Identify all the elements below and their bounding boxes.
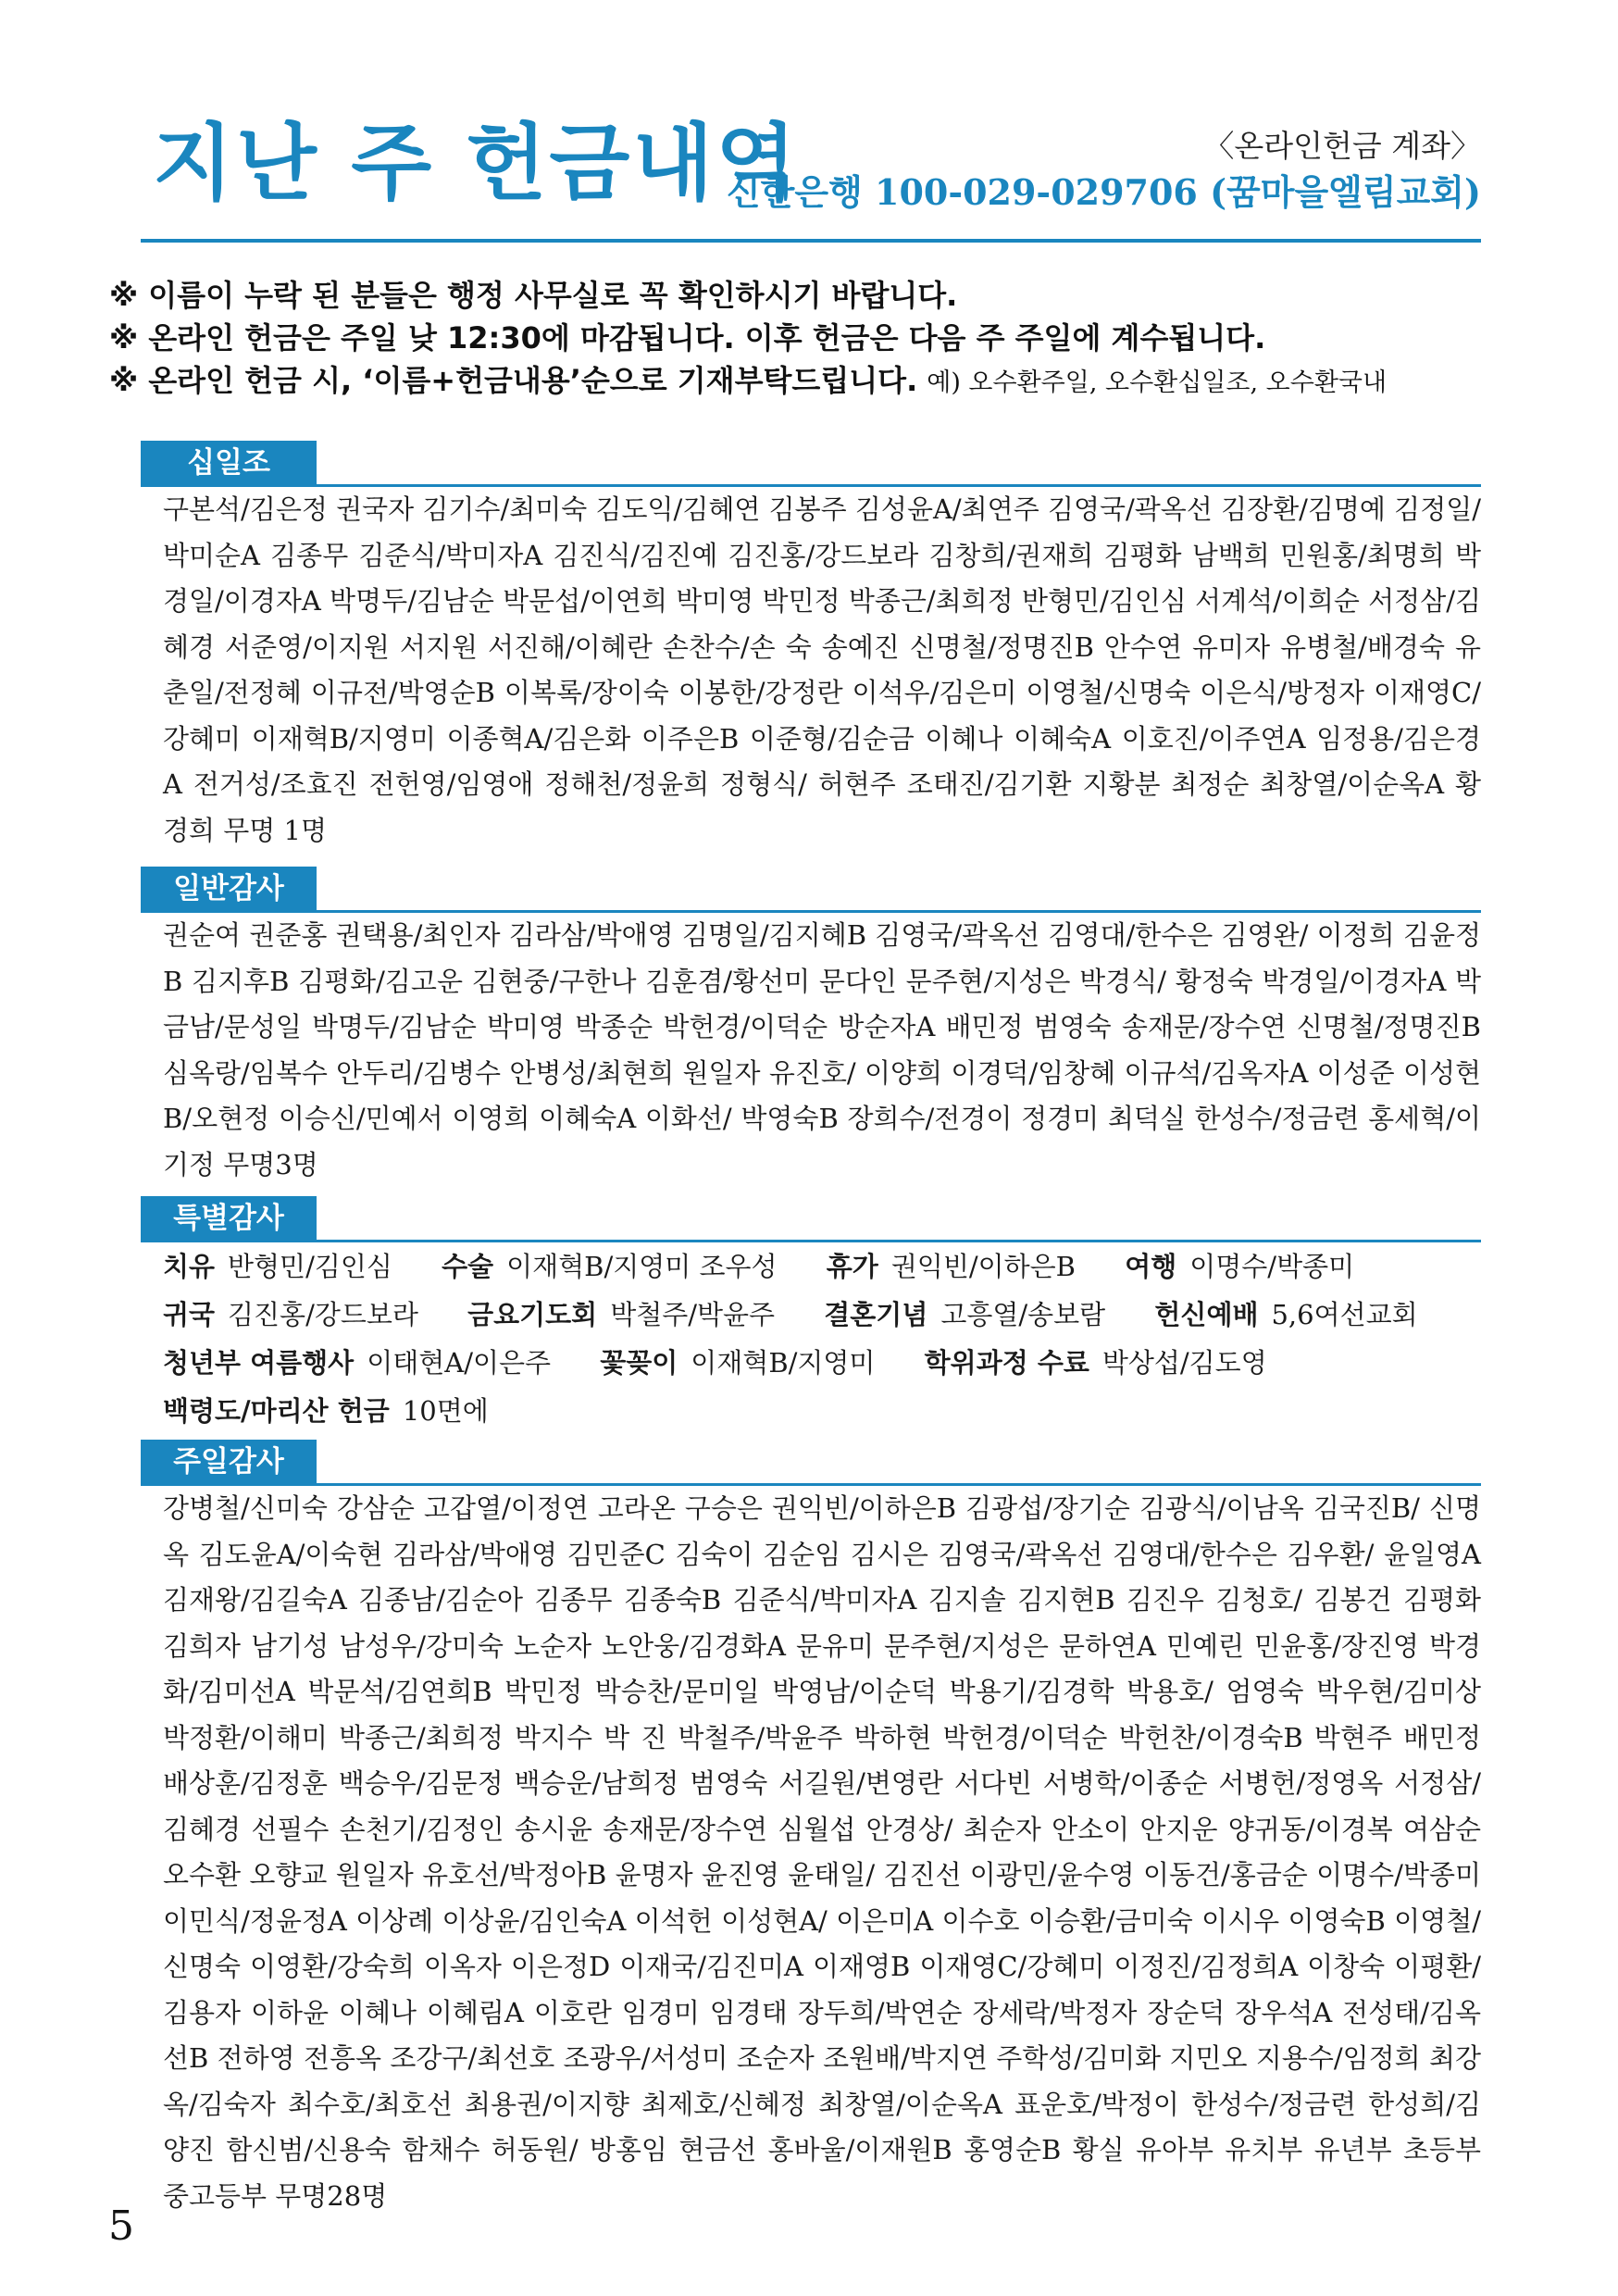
- section-title-tithe: 십일조: [141, 441, 317, 485]
- special-thanks-item: [1154, 1291, 1417, 1339]
- notice-item: ※ 온라인 헌금은 주일 낮 12:30에 마감됩니다. 이후 헌금은 다음 주 주일에 계수됩니다.: [109, 320, 1266, 356]
- tithe-names: 구본석/김은정 권국자 김기수/최미숙 김도익/김혜연 김봉주 김성윤A/최연주 김영국/곽옥선 김장환/김명예 김정일/박미순A 김종무 김준식/박미자A 김진식/김진예 김진홍/강드보라 김창희/권재희 김평화 남백희 민원홍/최명희 박경일/이경자A 박명두/김남순 박문섭/이연희 박미영 박민정 박종근/최희정 반형민/김인심 서계석/이희순 서정삼/김혜경 서준영/이지원 서지원 서진해/이혜란 손찬수/손 숙 송예진 신명철/정명진B 안수연 유미자 유병철/배경숙 유춘일/전정혜 이규전/박영순B 이복록/장이숙 이봉한/강정란 이석우/김은미 이영철/신명숙 이은식/방정자 이재영C/강혜미 이재혁B/지영미 이종혁A/김은화 이주은B 이준형/김순금 이혜나 이혜숙A 이호진/이주연A 임정용/김은경A 전거성/조효진 전헌영/임영애 정해천/정윤희 정형식/ 허현주 조태진/김기환 지황분 최정순 최창열/이순옥A 황경희 무명 1명: [163, 493, 1481, 846]
- special-thanks-category: 결혼기념: [824, 1299, 928, 1330]
- special-thanks-names: 고흥열/송보람: [940, 1299, 1106, 1330]
- sunday-thanks-names: 강병철/신미숙 강삼순 고갑열/이정연 고라온 구승은 권익빈/이하은B 김광섭/장기순 김광식/이남옥 김국진B/ 신명옥 김도윤A/이숙현 김라삼/박애영 김민준C 김숙이 김순임 김시은 김영국/곽옥선 김영대/한수은 김우환/ 윤일영A 김재왕/김길숙A 김종남/김순아 김종무 김종숙B 김준식/박미자A 김지솔 김지현B 김진우 김청호/ 김봉건 김평화 김희자 남기성 남성우/강미숙 노순자 노안웅/김경화A 문유미 문주현/지성은 문하연A 민예린 민윤홍/장진영 박경화/김미선A 박문석/김연희B 박민정 박승찬/문미일 박영남/이순덕 박용기/김경학 박용호/ 엄영숙 박우현/김미상 박정환/이해미 박종근/최희정 박지수 박 진 박철주/박윤주 박하현 박헌경/이덕순 박헌찬/이경숙B 박현주 배민정 배상훈/김정훈 백승우/김문정 백승운/남희정 범영숙 서길원/변영란 서다빈 서병학/이종순 서병헌/정영옥 서정삼/김혜경 선필수 손천기/김정인 송시윤 송재문/장수연 심월섭 안경상/ 최순자 안소이 안지운 양귀동/이경복 여삼순 오수환 오향교 원일자 유호선/박정아B 윤명자 윤진영 윤태일/ 김진선 이광민/윤수영 이동건/홍금순 이명수/박종미 이민식/정윤정A 이상례 이상윤/김인숙A 이석헌 이성현A/ 이은미A 이수호 이승환/금미숙 이시우 이영숙B 이영철/신명숙 이영환/강숙희 이옥자 이은정D 이재국/김진미A 이재영B 이재영C/강혜미 이정진/김정희A 이창숙 이평환/김용자 이하윤 이혜나 이혜림A 이호란 임경미 임경태 장두희/박연순 장세락/박정자 장순덕 장우석A 전성태/김옥선B 전하영 전흥옥 조강구/최선호 조광우/서성미 조순자 조원배/박지연 주학성/김미화 지민오 지용수/임정희 최강옥/김숙자 최수호/최호선 최용권/이지향 최제호/신혜정 최창열/이순옥A 표운호/박정이 한성수/정금련 한성희/김양진 함신범/신용숙 함채수 허동원/ 방홍임 현금선 홍바울/이재원B 홍영순B 황실 유아부 유치부 유년부 초등부 중고등부 무명28명: [163, 1492, 1481, 2212]
- special-thanks-names: 박철주/박윤주: [610, 1299, 776, 1330]
- special-thanks-names: 5,6여선교회: [1271, 1299, 1418, 1330]
- section-tithe: [141, 441, 1481, 854]
- special-thanks-category: 수술: [442, 1251, 494, 1282]
- special-thanks-item: [925, 1339, 1267, 1387]
- special-thanks-item: [163, 1242, 392, 1291]
- notice-example: 예) 오수환주일, 오수환십일조, 오수환국내: [927, 368, 1388, 397]
- page-number: 5: [108, 2202, 134, 2250]
- bank-account-info: 신한은행 100-029-029706 (꿈마을엘림교회): [726, 171, 1481, 213]
- special-thanks-item: [442, 1242, 777, 1291]
- notice-item: ※ 온라인 헌금 시, ‘이름+헌금내용’순으로 기재부탁드립니다. 예) 오수환주일, 오수환십일조, 오수환국내: [109, 363, 1388, 398]
- special-thanks-names: 박상섭/김도영: [1101, 1347, 1267, 1379]
- special-thanks-category: 학위과정 수료: [924, 1347, 1089, 1379]
- special-thanks-names: 이재혁B/지영미 조우성: [506, 1251, 778, 1282]
- special-thanks-category: 귀국: [163, 1299, 216, 1330]
- special-thanks-item: [1125, 1242, 1354, 1291]
- special-thanks-item: [163, 1339, 551, 1387]
- section-divider: [141, 484, 1481, 487]
- notice-list: [109, 274, 1488, 405]
- special-thanks-category: 휴가: [826, 1251, 878, 1282]
- notice-item: ※ 이름이 누락 된 분들은 행정 사무실로 꼭 확인하시기 바랍니다.: [109, 278, 958, 313]
- special-thanks-category: 치유: [163, 1251, 216, 1282]
- special-thanks-item: [827, 1242, 1076, 1291]
- section-sunday-thanks: [141, 1440, 1481, 2219]
- special-thanks-item: [824, 1291, 1105, 1339]
- section-header: [141, 441, 1481, 487]
- special-thanks-item: [163, 1291, 418, 1339]
- special-thanks-row: [163, 1291, 1481, 1339]
- section-divider: [141, 1240, 1481, 1242]
- section-header: [141, 1440, 1481, 1486]
- section-general-thanks: [141, 867, 1481, 1188]
- section-title-special-thanks: 특별감사: [141, 1196, 317, 1241]
- special-thanks-category: 꽃꽂이: [600, 1347, 678, 1379]
- page-title: 지난 주 헌금내역: [153, 115, 800, 212]
- special-thanks-category: 백령도/마리산 헌금: [163, 1395, 390, 1427]
- special-thanks-row: [163, 1242, 1481, 1291]
- special-thanks-list: [141, 1242, 1481, 1435]
- online-offering-account-label: 〈온라인헌금 계좌〉: [1203, 128, 1481, 164]
- section-title-general-thanks: 일반감사: [141, 867, 317, 911]
- special-thanks-names: 이명수/박종미: [1189, 1251, 1355, 1282]
- special-thanks-names: 10면에: [402, 1395, 489, 1427]
- special-thanks-item: [163, 1387, 489, 1435]
- special-thanks-names: 이재혁B/지영미: [691, 1347, 876, 1379]
- section-divider: [141, 910, 1481, 913]
- special-thanks-category: 헌신예배: [1154, 1299, 1259, 1330]
- special-thanks-names: 김진홍/강드보라: [228, 1299, 418, 1330]
- section-divider: [141, 1483, 1481, 1486]
- special-thanks-names: 이태현A/이은주: [367, 1347, 552, 1379]
- section-title-sunday-thanks: 주일감사: [141, 1440, 317, 1484]
- special-thanks-category: 여행: [1125, 1251, 1177, 1282]
- special-thanks-row: [163, 1387, 1481, 1435]
- special-thanks-category: 금요기도회: [467, 1299, 598, 1330]
- general-thanks-names: 권순여 권준홍 권택용/최인자 김라삼/박애영 김명일/김지혜B 김영국/곽옥선 김영대/한수은 김영완/ 이정희 김윤정B 김지후B 김평화/김고운 김현중/구한나 김훈겸/황선미 문다인 문주현/지성은 박경식/ 황정숙 박경일/이경자A 박금남/문성일 박명두/김남순 박미영 박종순 박헌경/이덕순 방순자A 배민정 범영숙 송재문/장수연 신명철/정명진B 심옥랑/임복수 안두리/김병수 안병성/최현희 원일자 유진호/ 이양희 이경덕/임창혜 이규석/김옥자A 이성준 이성현B/오현정 이승신/민예서 이영희 이혜숙A 이화선/ 박영숙B 장희수/전경이 정경미 최덕실 한성수/정금련 홍세혁/이기정 무명3명: [163, 919, 1481, 1180]
- section-header: [141, 1196, 1481, 1242]
- section-special-thanks: [141, 1196, 1481, 1435]
- special-thanks-names: 반형민/김인심: [228, 1251, 392, 1282]
- special-thanks-category: 청년부 여름행사: [163, 1347, 355, 1379]
- special-thanks-row: [163, 1339, 1481, 1387]
- special-thanks-item: [467, 1291, 775, 1339]
- title-divider: [141, 239, 1481, 243]
- special-thanks-names: 권익빈/이하은B: [890, 1251, 1076, 1282]
- special-thanks-item: [600, 1339, 875, 1387]
- section-header: [141, 867, 1481, 913]
